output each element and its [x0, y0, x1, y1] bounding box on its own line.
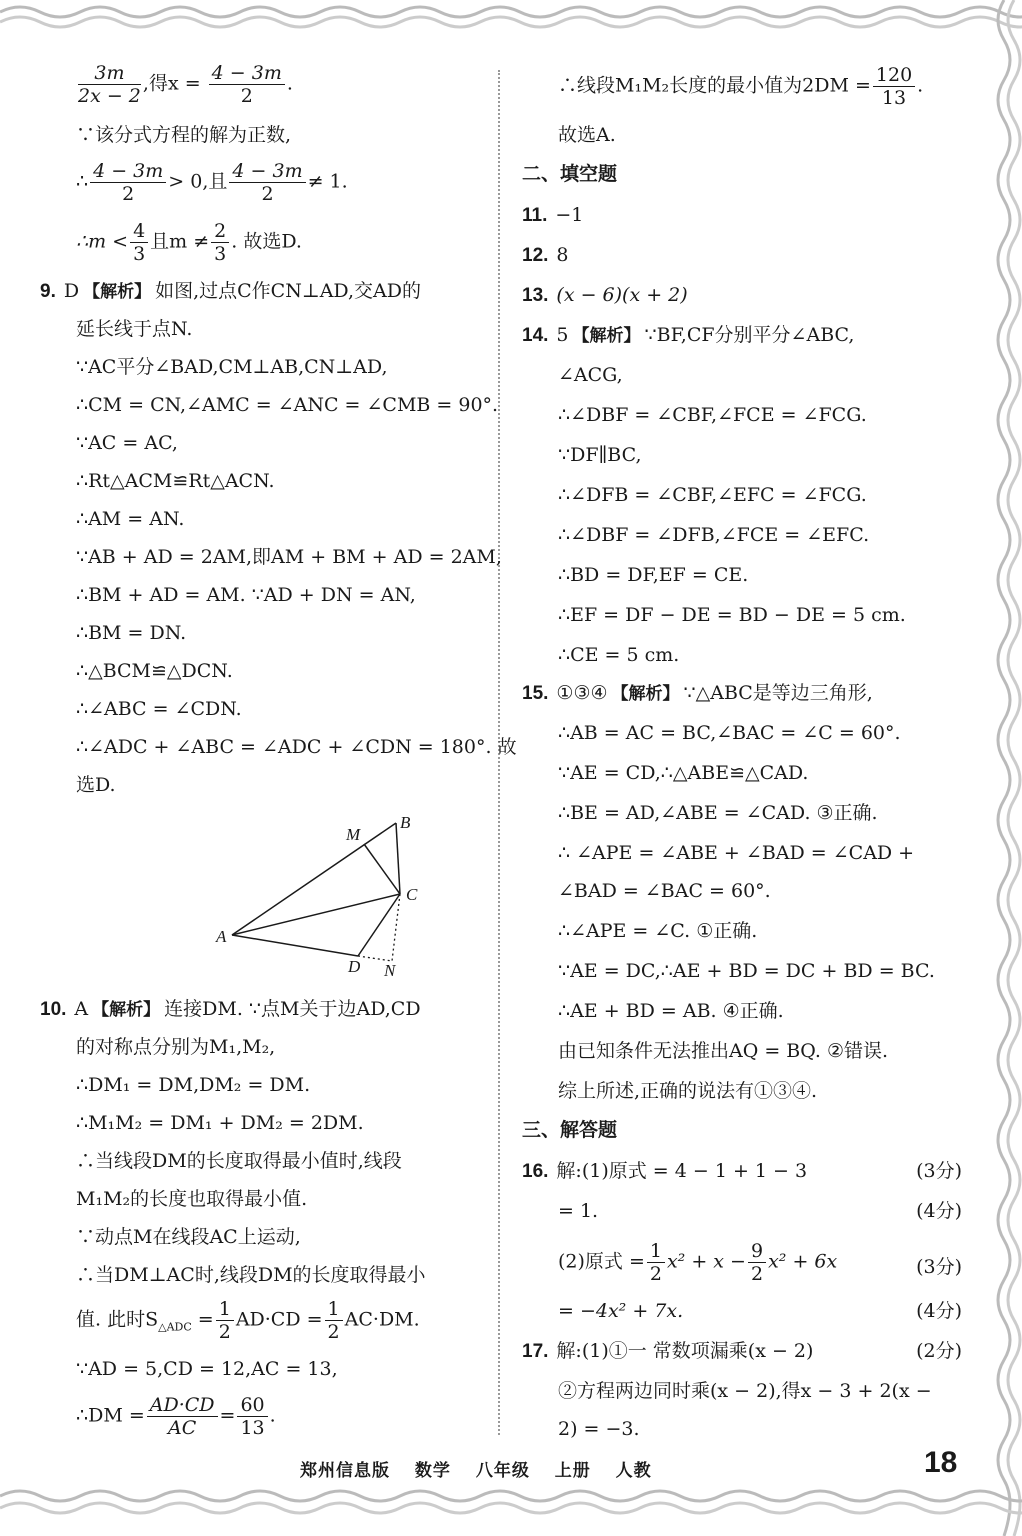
q14-line: ∴∠DBF = ∠DFB,∠FCE = ∠EFC.: [558, 524, 870, 546]
q9-line: ∴∠ADC + ∠ABC = ∠ADC + ∠CDN = 180°. 故: [76, 736, 517, 758]
label-M: M: [346, 825, 361, 844]
q15-line: ∵AE = CD,∴△ABE≌△CAD.: [558, 762, 809, 784]
q9-line: ∴∠ABC = ∠CDN.: [76, 698, 242, 720]
q9-line: 延长线于点N.: [76, 318, 193, 340]
q15-line: 综上所述,正确的说法有①③④.: [558, 1080, 818, 1102]
q12: 12. 8: [522, 244, 569, 266]
right-wavy-border: [982, 0, 1022, 1536]
q15-line: ∵AE = DC,∴AE + BD = DC + BD = BC.: [558, 960, 935, 982]
q15-line: ∴BE = AD,∠ABE = ∠CAD. ③正确.: [558, 802, 878, 824]
q9-line: ∴△BCM≌△DCN.: [76, 660, 233, 682]
q17-line-2: ②方程两边同时乘(x − 2),得x − 3 + 2(x −: [558, 1380, 932, 1402]
score: (4分): [916, 1300, 962, 1322]
q15-line: ∴AE + BD = AB. ④正确.: [558, 1000, 784, 1022]
q14-line: ∵DF∥BC,: [558, 444, 642, 466]
q8-line-1: $\frac{3m}{2x - 2}$ ,得x = $\frac{4 - 3m}{2}$ .: [78, 62, 293, 107]
q10-line: M₁M₂的长度也取得最小值.: [76, 1188, 308, 1210]
score: (4分): [916, 1200, 962, 1222]
q14-line: ∴CE = 5 cm.: [558, 644, 680, 666]
q8-line-3: ∴ $\frac{4 - 3m}{2}$ > 0,且 $\frac{4 - 3m}{2}$ ≠ 1.: [76, 160, 348, 205]
q17-line-3: 2) = −3.: [558, 1418, 640, 1440]
section-solutions: 三、解答题: [522, 1120, 618, 1141]
score: (3分): [916, 1256, 962, 1278]
q10-line: ∵AD = 5,CD = 12,AC = 13,: [76, 1358, 338, 1380]
section-fill-in: 二、填空题: [522, 164, 618, 185]
q10-head: 10. A 【解析】 连接DM. ∵点M关于边AD,CD: [40, 998, 421, 1020]
segment-BC: [396, 823, 400, 894]
segment-AD: [232, 935, 358, 956]
q8-line-2: ∵该分式方程的解为正数,: [76, 124, 292, 146]
q8-line-4: ∴m < $\frac{4}{3}$ 且m ≠ $\frac{2}{3}$ . 故选D.: [76, 220, 302, 265]
label-C: C: [406, 885, 418, 904]
q10-line-area: 值. 此时$S_{\triangle ADC}$ = $\frac{1}{2}$ AD·CD = $\frac{1}{2}$ AC·DM.: [76, 1298, 420, 1343]
q15-line: ∴AB = AC = BC,∠BAC = ∠C = 60°.: [558, 722, 901, 744]
q10-line-dm: ∴DM = $\frac{AD\cdot CD}{AC}$ = $\frac{60}{13}$ .: [76, 1394, 276, 1439]
q11: 11. −1: [522, 204, 584, 226]
score: (3分): [916, 1160, 962, 1182]
segment-MC: [364, 844, 400, 894]
q10-line: ∴DM₁ = DM,DM₂ = DM.: [76, 1074, 311, 1096]
q10-line: ∴M₁M₂ = DM₁ + DM₂ = 2DM.: [76, 1112, 364, 1134]
segment-AC: [232, 894, 400, 935]
q14-line: ∴BD = DF,EF = CE.: [558, 564, 749, 586]
q10-line: ∵动点M在线段AC上运动,: [76, 1226, 301, 1248]
q9-line: ∵AB + AD = 2AM,即AM + BM + AD = 2AM,: [76, 546, 502, 568]
footer-book-info: 郑州信息版 数学 八年级 上册 人教: [300, 1461, 652, 1481]
q16-line-1: 16. 解:(1)原式 = 4 − 1 + 1 − 3 (3分): [522, 1160, 962, 1182]
q14-line: ∴EF = DF − DE = BD − DE = 5 cm.: [558, 604, 906, 626]
q15-head: 15. ①③④ 【解析】 ∵△ABC是等边三角形,: [522, 682, 873, 704]
label-N: N: [384, 961, 396, 980]
q9-line: ∵AC平分∠BAD,CM⊥AB,CN⊥AD,: [76, 356, 388, 378]
score: (2分): [916, 1340, 962, 1362]
q16-line-2: = 1. (4分): [558, 1200, 962, 1222]
label-D: D: [348, 957, 361, 976]
top-wavy-border: [0, 0, 1022, 50]
q14-line: ∴∠DFB = ∠CBF,∠EFC = ∠FCG.: [558, 484, 867, 506]
q17-line-1: 17. 解:(1)①一 常数项漏乘(x − 2) (2分): [522, 1340, 962, 1362]
q14-head: 14. 5 【解析】 ∵BF,CF分别平分∠ABC,: [522, 324, 855, 346]
q10-cont-line-1: ∴线段M₁M₂长度的最小值为2DM = $\frac{120}{13}$ .: [558, 64, 924, 109]
q14-line: ∠ACG,: [558, 364, 623, 386]
q9-head: 9. D 【解析】 如图,过点C作CN⊥AD,交AD的: [40, 280, 421, 302]
q13: 13. (x − 6)(x + 2): [522, 284, 688, 306]
q9-line: 选D.: [76, 774, 116, 796]
geometry-figure: [212, 810, 418, 985]
q15-line: 由已知条件无法推出AQ = BQ. ②错误.: [558, 1040, 889, 1062]
q9-line: ∵AC = AC,: [76, 432, 178, 454]
q10-line: ∴当DM⊥AC时,线段DM的长度取得最小: [76, 1264, 426, 1286]
q16-line-3: (2)原式 = $\frac{1}{2}$ x² + x − $\frac{9}{2}$ x² + 6x (3分): [558, 1240, 962, 1285]
label-A: A: [216, 927, 227, 946]
q15-line: ∴ ∠APE = ∠ABE + ∠BAD = ∠CAD +: [558, 842, 915, 864]
q16-line-4: = −4x² + 7x. (4分): [558, 1300, 962, 1322]
label-B: B: [400, 813, 411, 832]
q9-line: ∴AM = AN.: [76, 508, 185, 530]
q15-line: ∠BAD = ∠BAC = 60°.: [558, 880, 771, 902]
q9-line: ∴Rt△ACM≌Rt△ACN.: [76, 470, 275, 492]
q15-line: ∴∠APE = ∠C. ①正确.: [558, 920, 758, 942]
segment-AB: [232, 823, 396, 935]
q10-line: 的对称点分别为M₁,M₂,: [76, 1036, 276, 1058]
q9-line: ∴BM = DN.: [76, 622, 187, 644]
q10-cont-line-2: 故选A.: [558, 124, 616, 146]
q9-line: ∴BM + AD = AM. ∵AD + DN = AN,: [76, 584, 416, 606]
q9-line: ∴CM = CN,∠AMC = ∠ANC = ∠CMB = 90°.: [76, 394, 499, 416]
q10-line: ∴当线段DM的长度取得最小值时,线段: [76, 1150, 402, 1172]
page-number: 18: [924, 1446, 958, 1479]
q14-line: ∴∠DBF = ∠CBF,∠FCE = ∠FCG.: [558, 404, 867, 426]
